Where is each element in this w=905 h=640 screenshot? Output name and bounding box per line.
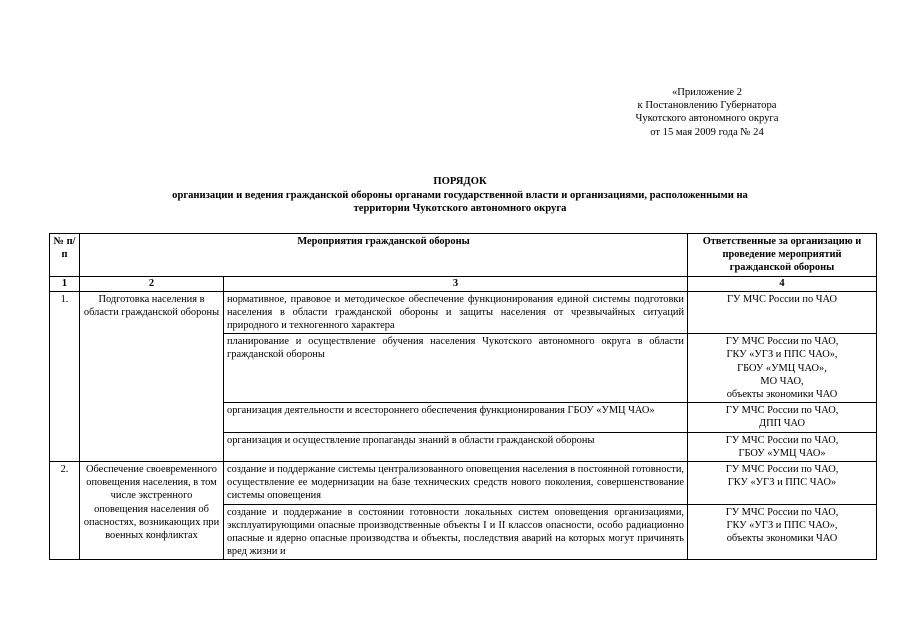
title-line: территории Чукотского автономного округа (353, 203, 567, 214)
responsible-cell (688, 462, 877, 505)
measure-text: организация деятельности и всестороннего обеспечения функционирования ГБОУ «УМЦ ЧАО» (224, 403, 688, 432)
appendix-block (592, 86, 822, 139)
responsible-line: объекты экономики ЧАО (726, 533, 838, 545)
responsible-line: ГУ МЧС России по ЧАО (727, 293, 837, 305)
header-num: № п/п (50, 234, 80, 277)
document-title (50, 175, 870, 216)
measure-text: планирование и осуществление обучения населения Чукотского автономного округа в области гражданской обороны (224, 334, 688, 403)
responsible-line: ГКУ «УГЗ и ППС ЧАО» (727, 477, 837, 489)
section-name: Обеспечение своевременного оповещения населения, в том числе экстренного оповещения населения об опасностях, возникающих при военных конфликтах (80, 462, 224, 560)
column-number: 2 (80, 276, 224, 291)
header-measures: Мероприятия гражданской обороны (80, 234, 688, 277)
measure-text: организация и осуществление пропаганды знаний в области гражданской обороны (224, 432, 688, 461)
responsible-line: ГУ МЧС России по ЧАО, (725, 506, 839, 518)
responsible-line: МО ЧАО, (760, 375, 804, 387)
measure-text: создание и поддержание в состоянии готовности локальных систем оповещения организациями, эксплуатирующими опасные производственные объекты I и II классов опасности, особо радиационно опасные и ядерно опасные производства и объекты, последствия аварий на которых могут причинять вред жизни и (224, 504, 688, 560)
responsible-cell (688, 432, 877, 461)
responsible-line: объекты экономики ЧАО (726, 389, 838, 401)
responsible-line: ГУ МЧС России по ЧАО, (725, 405, 839, 417)
appendix-line: Чукотского автономного округа (635, 113, 779, 125)
responsible-line: ГУ МЧС России по ЧАО, (725, 464, 839, 476)
appendix-line: от 15 мая 2009 года № 24 (650, 126, 764, 138)
column-number: 3 (224, 276, 688, 291)
measure-text: нормативное, правовое и методическое обеспечение функционирования единой системы подготовки населения в области гражданской обороны и защиты населения от чрезвычайных ситуаций природного и техногенного характера (224, 291, 688, 334)
table-row (50, 291, 877, 334)
title-line: организации и ведения гражданской обороны органами государственной власти и организациями, расположенными на (172, 189, 748, 201)
responsible-line: ГКУ «УГЗ и ППС ЧАО», (726, 519, 838, 531)
responsible-line: ГБОУ «УМЦ ЧАО» (738, 447, 826, 459)
responsible-line: ГУ МЧС России по ЧАО, (725, 434, 839, 446)
responsible-cell (688, 334, 877, 403)
responsible-line: ГБОУ «УМЦ ЧАО», (737, 362, 827, 374)
table-row (50, 462, 877, 505)
header-responsible: Ответственные за организацию и проведение мероприятий гражданской обороны (688, 234, 877, 277)
responsible-cell (688, 291, 877, 334)
table-header-row (50, 234, 877, 277)
appendix-line: «Приложение 2 (671, 87, 743, 98)
column-number: 4 (688, 276, 877, 291)
appendix-line: к Постановлению Губернатора (637, 100, 777, 112)
responsible-line: ГУ МЧС России по ЧАО, (725, 336, 839, 348)
responsible-line: ДПП ЧАО (759, 418, 805, 430)
section-number: 2. (50, 462, 80, 560)
column-number: 1 (50, 276, 80, 291)
column-number-row (50, 276, 877, 291)
measure-text: создание и поддержание системы централизованного оповещения населения в постоянной готовности, осуществление ее модернизации на базе технических средств нового поколения, совершенствование системы оповещения (224, 462, 688, 505)
responsible-cell (688, 403, 877, 432)
title-heading: ПОРЯДОК (433, 176, 487, 187)
responsible-cell (688, 504, 877, 560)
responsible-line: ГКУ «УГЗ и ППС ЧАО», (726, 349, 838, 361)
section-number: 1. (50, 291, 80, 461)
section-name: Подготовка населения в области гражданской обороны (80, 291, 224, 461)
measures-table (49, 233, 877, 560)
